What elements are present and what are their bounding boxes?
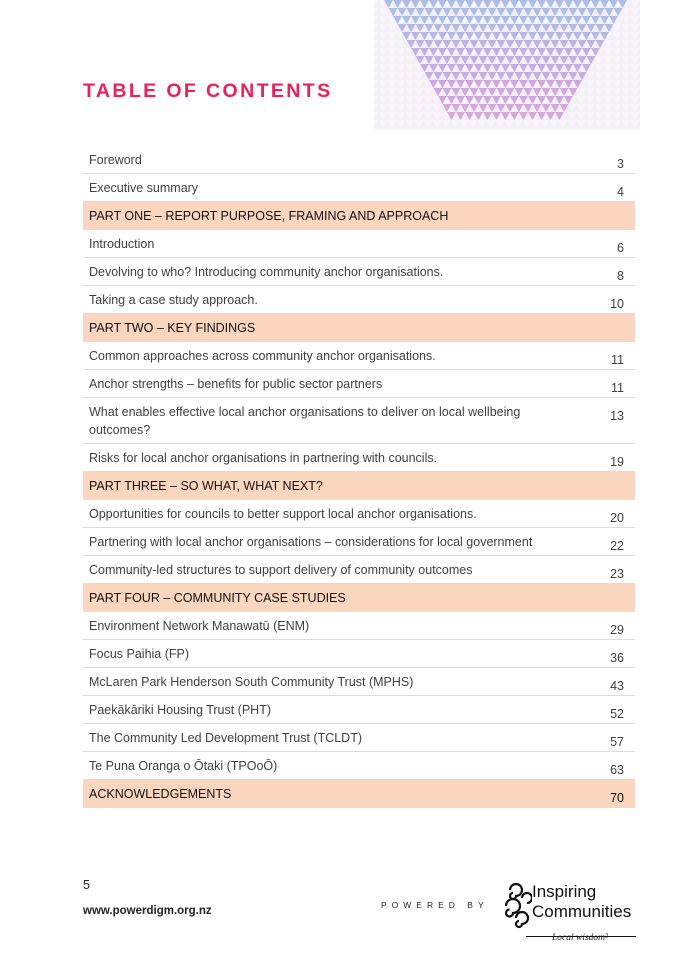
toc-entry-page: 20 — [578, 500, 635, 528]
toc-entry-page: 6 — [578, 230, 635, 258]
toc-entry-page — [578, 314, 635, 342]
toc-entry-label: Taking a case study approach. — [83, 286, 578, 314]
toc-section-header[interactable] — [83, 472, 635, 500]
toc-entry-page: 23 — [578, 556, 635, 584]
toc-entry-page: 13 — [578, 398, 635, 444]
toc-entry-label: Partnering with local anchor organisations – considerations for local government — [83, 528, 578, 556]
toc-entry-label: Anchor strengths – benefits for public sector partners — [83, 370, 578, 398]
logo-text-communities: Communities — [532, 902, 632, 921]
toc-entry-page: 4 — [578, 174, 635, 202]
toc-entry-label: Common approaches across community anchor organisations. — [83, 342, 578, 370]
inspiring-communities-logo — [496, 878, 638, 948]
toc-entry-page: 29 — [578, 612, 635, 640]
toc-entry[interactable] — [83, 752, 635, 780]
toc-entry-page: 19 — [578, 444, 635, 472]
toc-entry-page: 63 — [578, 752, 635, 780]
website-url[interactable]: www.powerdigm.org.nz — [83, 905, 212, 917]
toc-entry-page: 8 — [578, 258, 635, 286]
toc-entry-page — [578, 202, 635, 230]
toc-entry-page: 10 — [578, 286, 635, 314]
toc-entry-label: PART FOUR – COMMUNITY CASE STUDIES — [83, 584, 578, 612]
toc-entry-label: The Community Led Development Trust (TCLDT) — [83, 724, 578, 752]
toc-entry[interactable] — [83, 286, 635, 314]
toc-entry-label: McLaren Park Henderson South Community Trust (MPHS) — [83, 668, 578, 696]
toc-section-header[interactable] — [83, 584, 635, 612]
toc-entry-label: Foreword — [83, 146, 578, 174]
logo-text-inspiring: Inspiring — [532, 882, 597, 901]
toc-entry-page: 70 — [578, 780, 635, 808]
toc-entry-label: Focus Paihia (FP) — [83, 640, 578, 668]
toc-entry[interactable] — [83, 612, 635, 640]
toc-entry-page — [578, 584, 635, 612]
toc-entry[interactable] — [83, 258, 635, 286]
toc-entry-page: 11 — [578, 342, 635, 370]
toc-entry-page: 22 — [578, 528, 635, 556]
toc-entry-page: 57 — [578, 724, 635, 752]
toc-section-header[interactable] — [83, 780, 635, 808]
toc-entry-label: Opportunities for councils to better support local anchor organisations. — [83, 500, 578, 528]
toc-entry-page: 52 — [578, 696, 635, 724]
toc-entry-page: 3 — [578, 146, 635, 174]
toc-entry[interactable] — [83, 230, 635, 258]
toc-entry-label: Devolving to who? Introducing community anchor organisations. — [83, 258, 578, 286]
toc-entry-label: Paekākāriki Housing Trust (PHT) — [83, 696, 578, 724]
toc-entry[interactable] — [83, 500, 635, 528]
toc-entry[interactable] — [83, 444, 635, 472]
toc-entry-page — [578, 472, 635, 500]
toc-entry[interactable] — [83, 342, 635, 370]
toc-entry-label: What enables effective local anchor organisations to deliver on local wellbeing outcomes? — [83, 398, 578, 444]
toc-entry-label: Environment Network Manawatū (ENM) — [83, 612, 578, 640]
page-number: 5 — [83, 878, 90, 892]
toc-entry-label: Executive summary — [83, 174, 578, 202]
triangle-pattern-graphic — [374, 0, 640, 130]
toc-entry[interactable] — [83, 556, 635, 584]
decorative-triangle-pattern — [374, 0, 640, 130]
toc-entry[interactable] — [83, 398, 635, 444]
toc-entry[interactable] — [83, 146, 635, 174]
toc-entry-label: PART THREE – SO WHAT, WHAT NEXT? — [83, 472, 578, 500]
toc-entry-label: ACKNOWLEDGEMENTS — [83, 780, 578, 808]
spiral-logo-icon — [496, 880, 532, 930]
toc-entry-page: 11 — [578, 370, 635, 398]
toc-entry-label: Community-led structures to support delivery of community outcomes — [83, 556, 578, 584]
toc-section-header[interactable] — [83, 314, 635, 342]
toc-entry[interactable] — [83, 668, 635, 696]
toc-entry-label: Introduction — [83, 230, 578, 258]
toc-entry-page: 36 — [578, 640, 635, 668]
toc-entry-page: 43 — [578, 668, 635, 696]
toc-entry[interactable] — [83, 696, 635, 724]
toc-entry[interactable] — [83, 370, 635, 398]
toc-entry[interactable] — [83, 724, 635, 752]
powered-by-label: POWERED BY — [381, 900, 489, 910]
toc-section-header[interactable] — [83, 202, 635, 230]
page-title: TABLE OF CONTENTS — [83, 80, 333, 102]
toc-entry-label: PART ONE – REPORT PURPOSE, FRAMING AND APPROACH — [83, 202, 578, 230]
toc-entry[interactable] — [83, 528, 635, 556]
table-of-contents — [83, 146, 635, 808]
toc-entry[interactable] — [83, 640, 635, 668]
toc-entry[interactable] — [83, 174, 635, 202]
toc-entry-label: PART TWO – KEY FINDINGS — [83, 314, 578, 342]
toc-entry-label: Risks for local anchor organisations in partnering with councils. — [83, 444, 578, 472]
logo-tagline: Local wisdom² — [552, 933, 608, 943]
toc-entry-label: Te Puna Oranga o Ōtaki (TPOoŌ) — [83, 752, 578, 780]
